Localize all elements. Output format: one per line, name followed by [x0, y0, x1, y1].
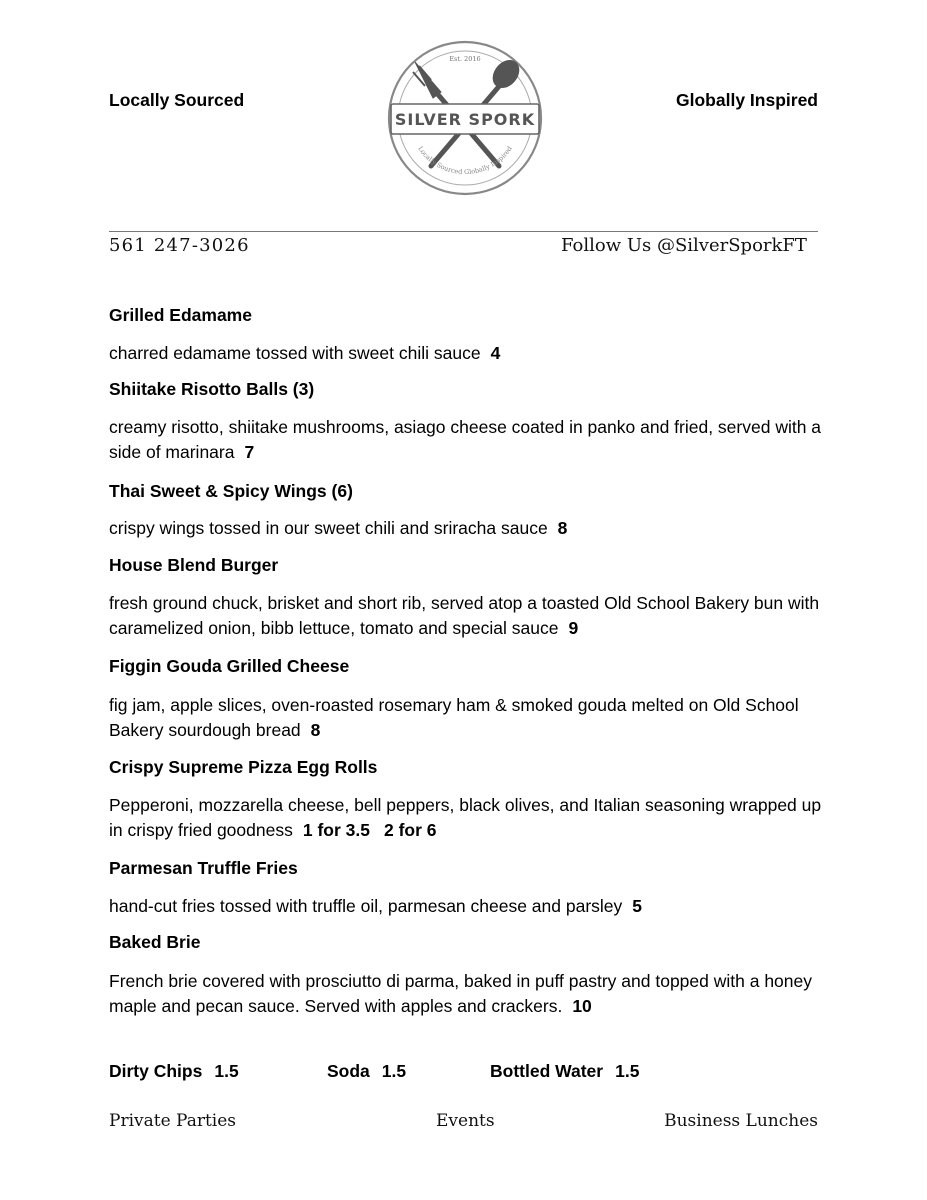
tagline-left: Locally Sourced [109, 90, 245, 110]
extra-price: 1.5 [214, 1061, 239, 1081]
extra-price: 1.5 [615, 1061, 640, 1081]
item-price: 9 [568, 618, 579, 638]
header-divider [109, 231, 818, 232]
item-price: 8 [557, 518, 568, 538]
extra-item: Soda 1.5 [327, 1061, 407, 1081]
tagline-right: Globally Inspired [676, 90, 818, 110]
item-price-alt: 2 for 6 [383, 820, 437, 840]
item-price: 1 for 3.5 [302, 820, 370, 840]
item-price: 8 [310, 720, 321, 740]
item-description: hand-cut fries tossed with truffle oil, parmesan cheese and parsley 5 [109, 896, 643, 916]
extra-price: 1.5 [381, 1061, 407, 1081]
item-price: 4 [490, 343, 501, 363]
item-price: 5 [632, 896, 643, 916]
item-description: French brie covered with prosciutto di parma, baked in puff pastry and topped with a honey maple and pecan sauce. Served with apples and crackers. 10 [109, 971, 812, 1016]
item-description: charred edamame tossed with sweet chili sauce 4 [109, 343, 501, 363]
item-name: Crispy Supreme Pizza Egg Rolls [109, 757, 378, 777]
item-name: Parmesan Truffle Fries [109, 858, 298, 878]
silver-spork-logo [385, 38, 545, 198]
item-name: Grilled Edamame [109, 305, 252, 325]
footer-events: Events [436, 1111, 495, 1131]
footer-private-parties: Private Parties [109, 1111, 237, 1131]
logo-est-text: Est. 2016 [449, 55, 481, 63]
footer-business-lunches: Business Lunches [664, 1111, 818, 1131]
item-name: Shiitake Risotto Balls (3) [109, 379, 315, 399]
item-name: House Blend Burger [109, 555, 279, 575]
item-price: 10 [572, 996, 592, 1016]
extra-item: Bottled Water 1.5 [490, 1061, 640, 1081]
logo-brand-text: SILVER SPORK [394, 110, 536, 129]
phone-number: 561 247-3026 [109, 235, 250, 256]
item-price: 7 [244, 442, 255, 462]
item-description: fresh ground chuck, brisket and short rib, served atop a toasted Old School Bakery bun with caramelized onion, bibb lettuce, tomato and special sauce 9 [109, 593, 820, 638]
item-name: Figgin Gouda Grilled Cheese [109, 656, 350, 676]
social-handle: Follow Us @SilverSporkFT [561, 235, 807, 256]
item-name: Baked Brie [109, 932, 201, 952]
logo-ring-text: Locally Sourced Globally Inspired [416, 144, 514, 177]
item-name: Thai Sweet & Spicy Wings (6) [109, 481, 353, 501]
item-description: creamy risotto, shiitake mushrooms, asiago cheese coated in panko and fried, served with a side of marinara 7 [109, 417, 822, 462]
extra-item: Dirty Chips 1.5 [109, 1061, 239, 1081]
item-description: fig jam, apple slices, oven-roasted rosemary ham & smoked gouda melted on Old School Bakery sourdough bread 8 [109, 695, 799, 740]
item-description: crispy wings tossed in our sweet chili and sriracha sauce 8 [109, 518, 568, 538]
item-description: Pepperoni, mozzarella cheese, bell peppers, black olives, and Italian seasoning wrapped up in crispy fried goodness 1 for 3.5 2 for 6 [109, 795, 822, 840]
